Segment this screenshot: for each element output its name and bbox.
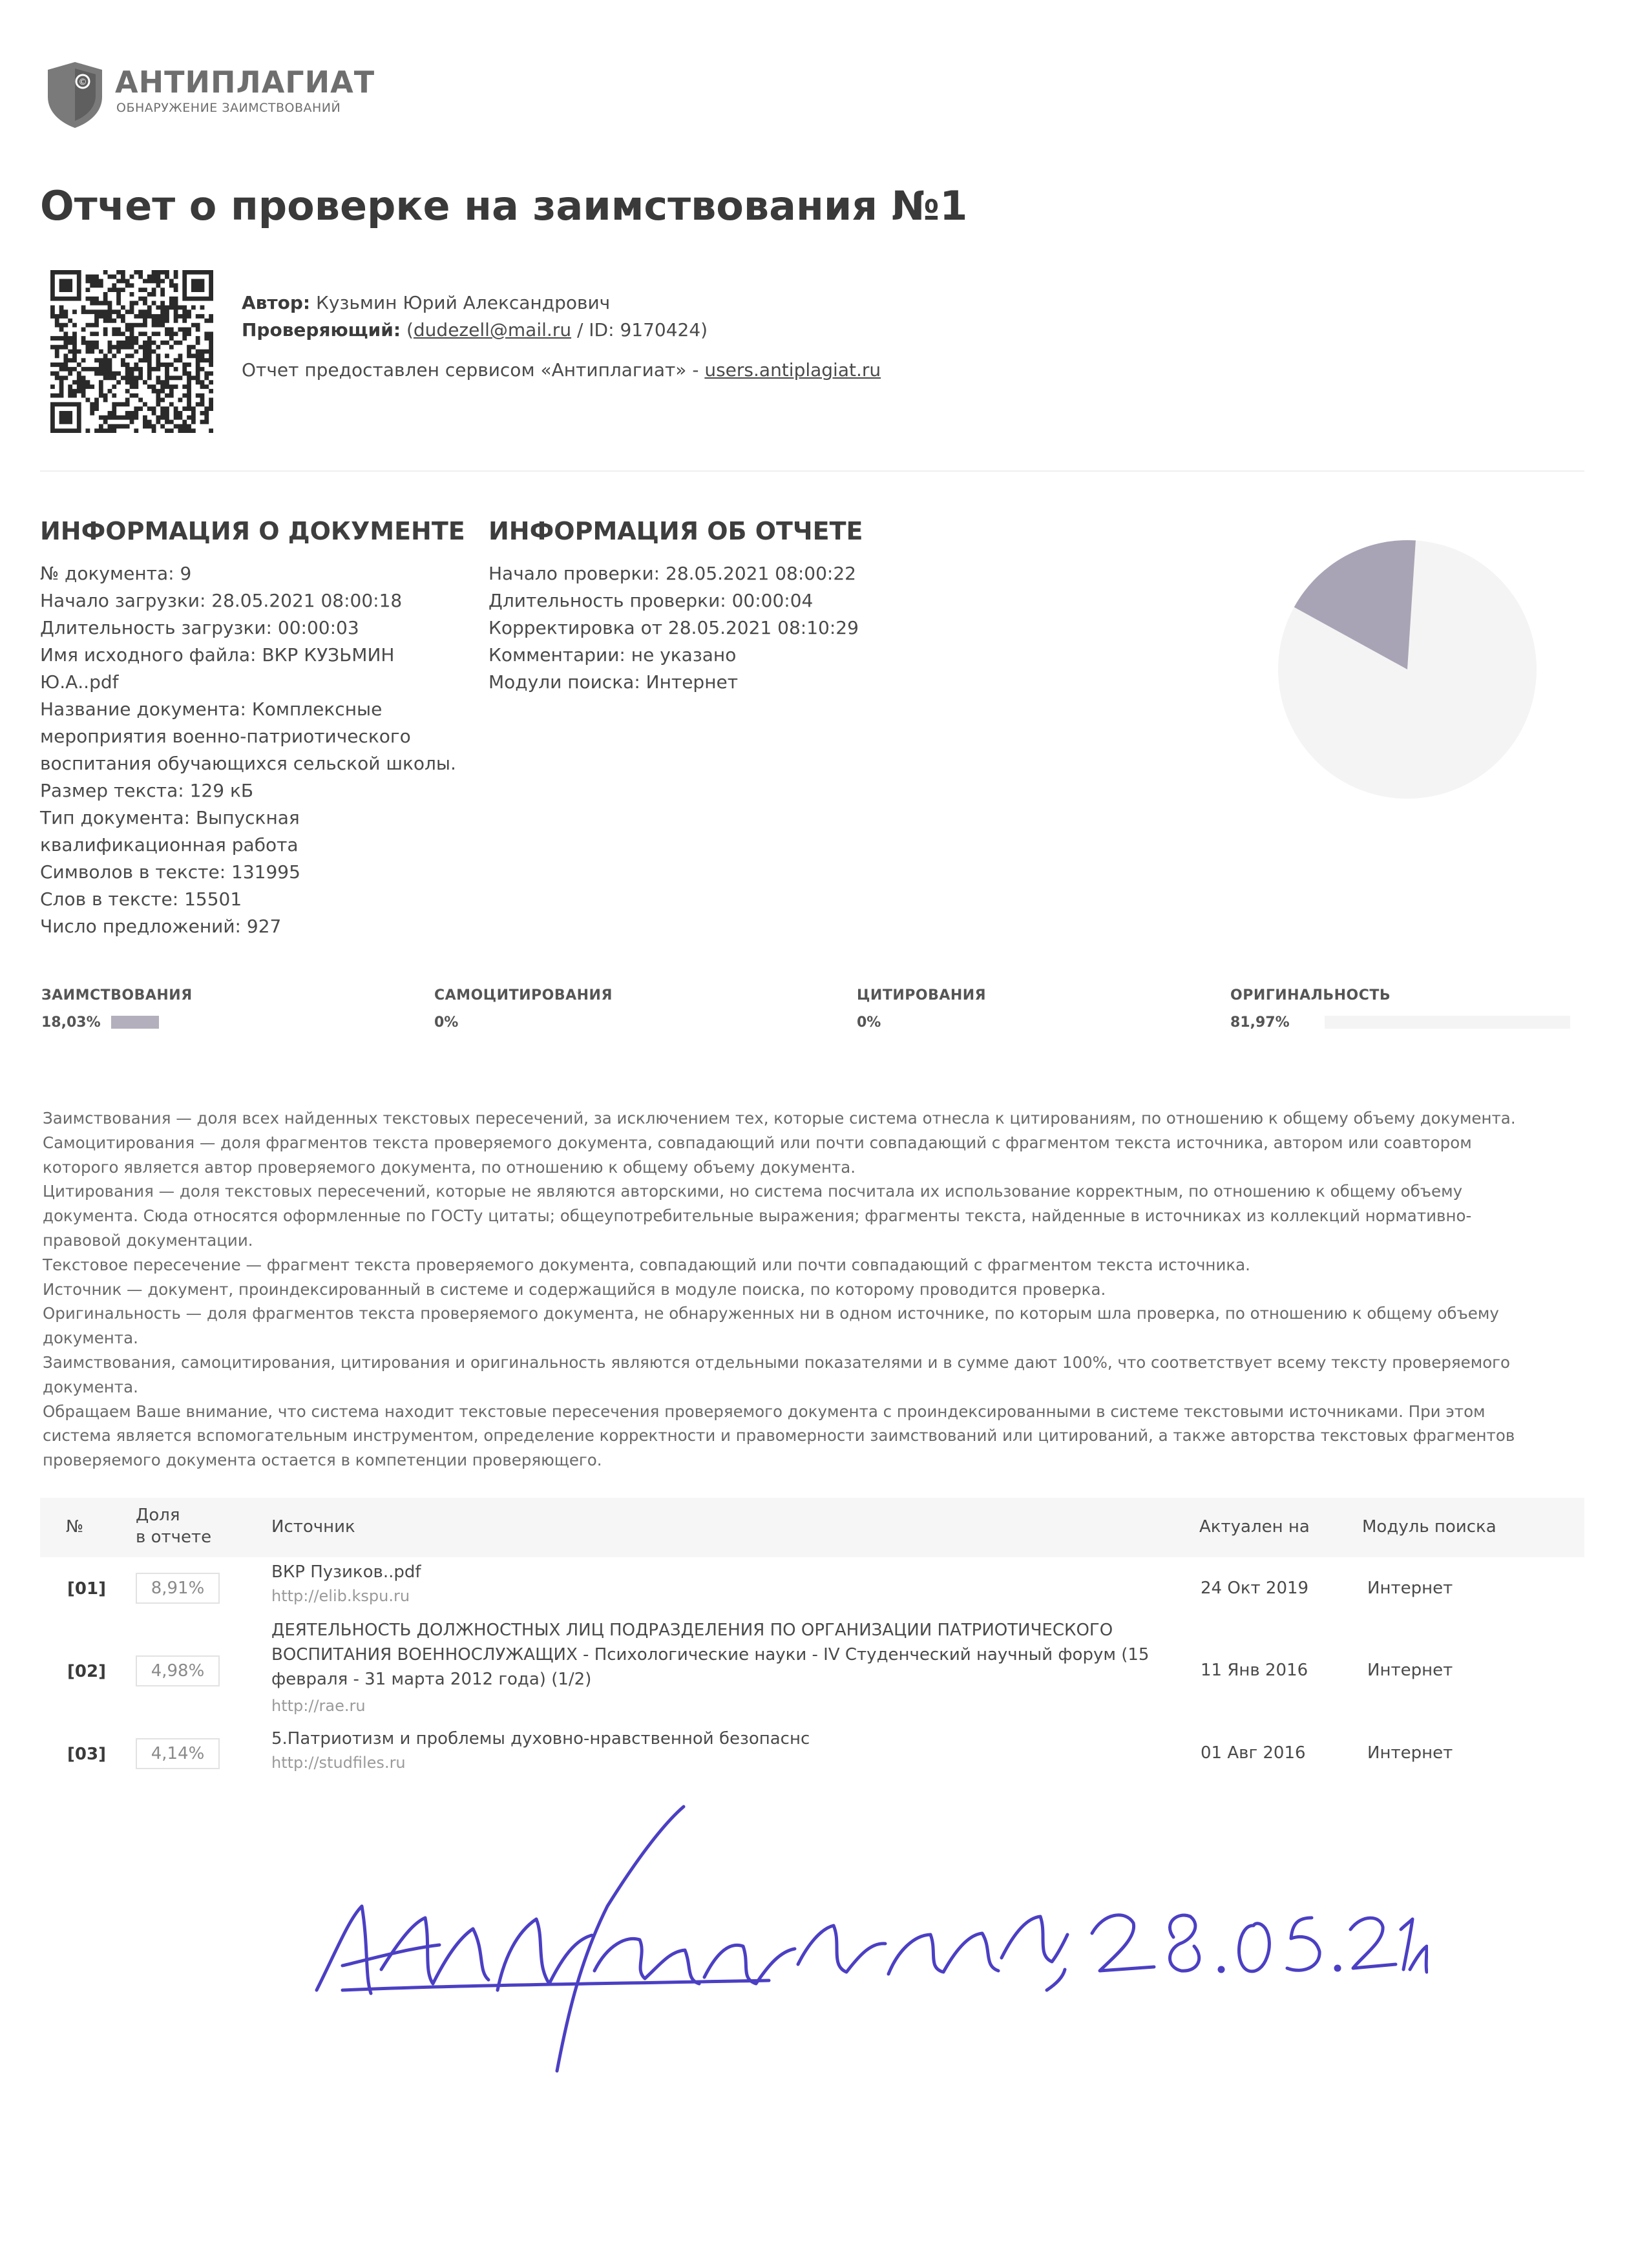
doc-info-line: Слов в тексте: 15501 xyxy=(40,888,242,910)
definition-line: Цитирования — доля текстовых пересечений, которые не являются авторскими, но система посчитала их использование корректным, по отношению к общему объему xyxy=(43,1182,1463,1201)
doc-info-line: Размер текста: 129 кБ xyxy=(40,780,254,801)
author-label: Автор: xyxy=(242,292,311,313)
checker-label: Проверяющий: xyxy=(242,319,401,341)
doc-info-title: ИНФОРМАЦИЯ О ДОКУМЕНТЕ xyxy=(40,517,465,545)
definition-line: документа. xyxy=(43,1377,138,1396)
svg-text:©: © xyxy=(78,78,87,87)
brand-name-part1: АНТИ xyxy=(115,65,211,100)
service-line xyxy=(242,359,881,381)
antiplagiat-logo-icon xyxy=(44,59,106,131)
doc-info-line: № документа: 9 xyxy=(40,563,192,584)
originality-pie-chart xyxy=(1272,534,1543,805)
source-title[interactable]: ВКР Пузиков..pdf xyxy=(271,1562,421,1582)
doc-info-line: воспитания обучающихся сельской школы. xyxy=(40,753,456,774)
doc-info-list xyxy=(40,560,456,940)
col-header-share-1: Доля xyxy=(136,1506,180,1525)
source-title-line-2[interactable]: ВОСПИТАНИЯ ВОЕННОСЛУЖАЩИХ - Психологические науки - IV Студенческий научный форум (15 xyxy=(271,1645,1150,1664)
source-module: Интернет xyxy=(1367,1579,1453,1598)
report-info-line: Длительность проверки: 00:00:04 xyxy=(488,590,814,611)
stat-self-citation-label: САМОЦИТИРОВАНИЯ xyxy=(434,987,613,1003)
checker-email-link[interactable]: dudezell@mail.ru xyxy=(413,319,572,341)
source-share-badge: 4,98% xyxy=(136,1655,220,1686)
definition-line: которого является автор проверяемого документа, по отношению к общему объему документа. xyxy=(43,1157,856,1177)
definition-line: Оригинальность — доля фрагментов текста проверяемого документа, не обнаруженных ни в одном источнике, по которым шла проверка, по отношению к общему объему xyxy=(43,1304,1499,1323)
col-header-share-2: в отчете xyxy=(136,1528,212,1547)
borrowing-bar xyxy=(111,1016,159,1029)
doc-info-line: Начало загрузки: 28.05.2021 08:00:18 xyxy=(40,590,403,611)
col-header-date: Актуален на xyxy=(1199,1517,1310,1537)
brand-name-part2: ПЛАГИАТ xyxy=(210,65,375,100)
report-info-list xyxy=(488,560,859,696)
col-header-num: № xyxy=(66,1517,84,1537)
source-module: Интернет xyxy=(1367,1743,1453,1763)
source-date: 11 Янв 2016 xyxy=(1201,1661,1308,1680)
checker-line xyxy=(242,319,708,341)
source-url[interactable]: http://studfiles.ru xyxy=(271,1754,406,1772)
qr-code xyxy=(50,270,213,436)
definition-line: документа. Сюда относятся оформленные по ГОСТу цитаты; общеупотребительные выражения; фрагменты текста, найденные в источниках из коллекций нормативно- xyxy=(43,1206,1472,1226)
definition-line: Обращаем Ваше внимание, что система находит текстовые пересечения проверяемого документа с проиндексированными в системе текстовыми источниками. При этом xyxy=(43,1402,1486,1421)
stat-borrowing-value: 18,03% xyxy=(41,1014,101,1031)
report-info-line: Начало проверки: 28.05.2021 08:00:22 xyxy=(488,563,856,584)
definition-line: Самоцитирования — доля фрагментов текста проверяемого документа, совпадающий или почти совпадающий с фрагментом текста источника, автором или соавтором xyxy=(43,1133,1472,1152)
doc-info-line: Длительность загрузки: 00:00:03 xyxy=(40,617,359,638)
author-line xyxy=(242,292,610,313)
stat-originality-value: 81,97% xyxy=(1230,1014,1290,1031)
report-info-line: Корректировка от 28.05.2021 08:10:29 xyxy=(488,617,859,638)
col-header-source: Источник xyxy=(271,1517,355,1537)
source-share-badge: 4,14% xyxy=(136,1738,220,1769)
source-module: Интернет xyxy=(1367,1661,1453,1680)
source-title-line-1[interactable]: ДЕЯТЕЛЬНОСТЬ ДОЛЖНОСТНЫХ ЛИЦ ПОДРАЗДЕЛЕНИЯ ПО ОРГАНИЗАЦИИ ПАТРИОТИЧЕСКОГО xyxy=(271,1621,1113,1640)
doc-info-line: Имя исходного файла: ВКР КУЗЬМИН xyxy=(40,644,395,666)
definition-line: Заимствования, самоцитирования, цитирования и оригинальность являются отдельными показателями и в сумме дают 100%, что соответствует всему тексту проверяемого xyxy=(43,1352,1511,1372)
doc-info-line: мероприятия военно-патриотического xyxy=(40,726,411,747)
handwritten-signature xyxy=(304,1796,1428,2081)
qr-modules xyxy=(50,270,213,433)
report-info-line: Комментарии: не указано xyxy=(488,644,737,666)
definition-line: документа. xyxy=(43,1328,138,1348)
author-value: Кузьмин Юрий Александрович xyxy=(316,292,611,313)
source-title[interactable]: 5.Патриотизм и проблемы духовно-нравственной безопаснс xyxy=(271,1729,810,1748)
source-url[interactable]: http://elib.kspu.ru xyxy=(271,1587,410,1605)
stat-citation-value: 0% xyxy=(857,1014,881,1031)
service-link[interactable]: users.antiplagiat.ru xyxy=(704,359,881,381)
doc-info-line: Символов в тексте: 131995 xyxy=(40,861,300,883)
stat-originality-label: ОРИГИНАЛЬНОСТЬ xyxy=(1230,987,1391,1003)
report-info-line: Модули поиска: Интернет xyxy=(488,671,739,693)
source-row-number: [03] xyxy=(67,1745,106,1764)
col-header-module: Модуль поиска xyxy=(1362,1517,1497,1537)
checker-id: / ID: 9170424) xyxy=(571,319,708,341)
source-url[interactable]: http://rae.ru xyxy=(271,1697,366,1715)
source-date: 24 Окт 2019 xyxy=(1201,1579,1309,1598)
brand-name xyxy=(115,65,375,100)
definition-line: Источник — документ, проиндексированный в системе и содержащийся в модуле поиска, по которому проводится проверка. xyxy=(43,1279,1106,1299)
definition-line: Заимствования — доля всех найденных текстовых пересечений, за исключением тех, которые система отнесла к цитированиям, по отношению к общему объему документа. xyxy=(43,1109,1516,1128)
doc-info-line: квалификационная работа xyxy=(40,834,299,856)
originality-bar xyxy=(1325,1016,1570,1029)
definition-line: проверяемого документа остается в компетенции проверяющего. xyxy=(43,1451,602,1470)
stat-self-citation-value: 0% xyxy=(434,1014,459,1031)
definition-line: система является вспомогательным инструментом, определение корректности и правомерности заимствований или цитирований, а также авторства текстовых фрагментов xyxy=(43,1426,1515,1445)
report-title: Отчет о проверке на заимствования №1 xyxy=(40,182,968,229)
header-divider xyxy=(40,470,1584,472)
brand-subtitle: ОБНАРУЖЕНИЕ ЗАИМСТВОВАНИЙ xyxy=(116,101,341,115)
definition-line: Текстовое пересечение — фрагмент текста проверяемого документа, совпадающий или почти совпадающий с фрагментом текста источника. xyxy=(43,1255,1250,1274)
source-date: 01 Авг 2016 xyxy=(1201,1743,1306,1763)
source-row-number: [01] xyxy=(67,1579,106,1599)
source-share-badge: 8,91% xyxy=(136,1573,220,1604)
definitions-text xyxy=(43,1106,1548,1473)
doc-info-line: Ю.А..pdf xyxy=(40,671,119,693)
source-row-number: [02] xyxy=(67,1662,106,1681)
stat-borrowing-label: ЗАИМСТВОВАНИЯ xyxy=(41,987,193,1003)
doc-info-line: Тип документа: Выпускная xyxy=(40,807,300,828)
checker-open: ( xyxy=(406,319,414,341)
definition-line: правовой документации. xyxy=(43,1230,253,1250)
source-title-line-3[interactable]: февраля - 31 марта 2012 года) (1/2) xyxy=(271,1670,592,1689)
stat-citation-label: ЦИТИРОВАНИЯ xyxy=(857,987,987,1003)
service-text: Отчет предоставлен сервисом «Антиплагиат» - xyxy=(242,359,705,381)
report-info-title: ИНФОРМАЦИЯ ОБ ОТЧЕТЕ xyxy=(488,517,863,545)
doc-info-line: Название документа: Комплексные xyxy=(40,698,383,720)
doc-info-line: Число предложений: 927 xyxy=(40,916,282,937)
